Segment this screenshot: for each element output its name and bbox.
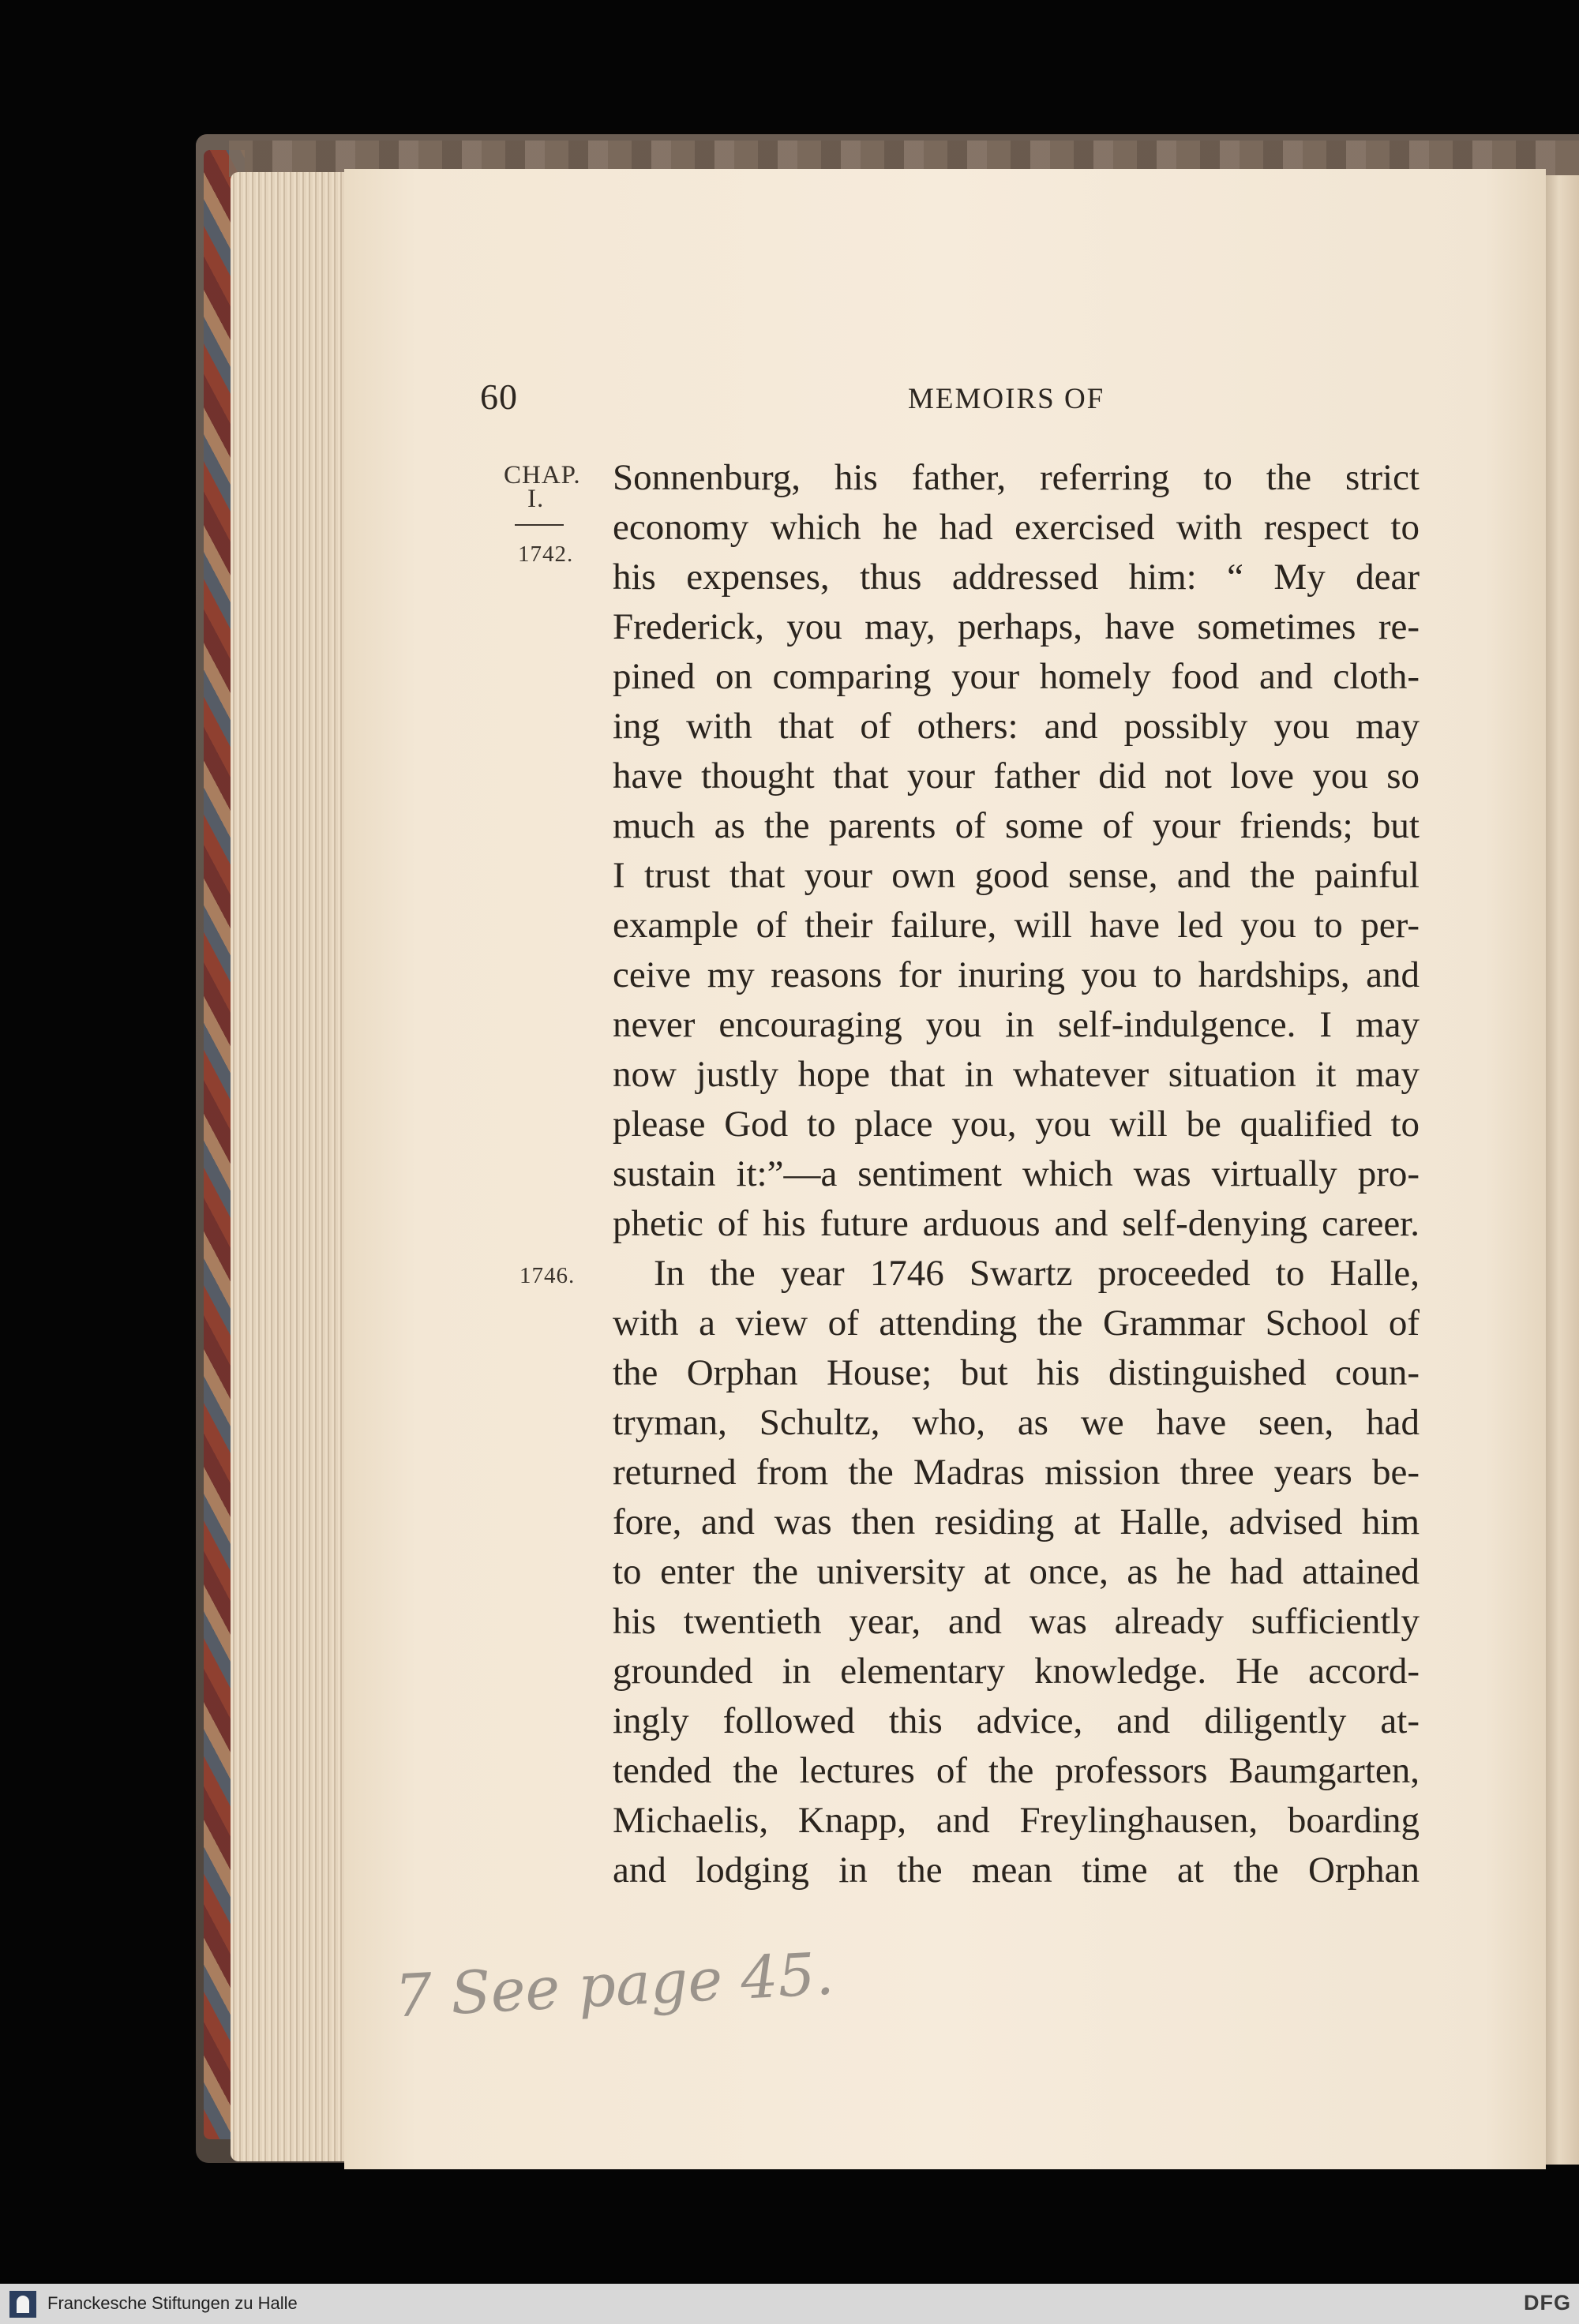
margin-year-1742: 1742. <box>518 542 574 567</box>
page-leaves-stack <box>231 172 347 2161</box>
handwritten-annotation: 7 See page 45. <box>393 1940 836 2031</box>
text-line: ceive my reasons for inuring you to hardships, and <box>613 954 1420 995</box>
text-line: have thought that your father did not love you so <box>613 755 1420 797</box>
paragraph-start-line: In the year 1746 Swartz proceeded to Halle, <box>654 1253 1420 1294</box>
text-line: Sonnenburg, his father, referring to the strict <box>613 457 1420 498</box>
text-line: ing with that of others: and possibly you may <box>613 706 1420 747</box>
page-number: 60 <box>480 377 518 417</box>
text-line: the Orphan House; but his distinguished coun- <box>613 1352 1420 1393</box>
text-line: I trust that your own good sense, and the painful <box>613 855 1420 896</box>
text-line: example of their failure, will have led you to per- <box>613 905 1420 946</box>
institution-logo-icon <box>9 2291 36 2318</box>
text-line: phetic of his future arduous and self-denying career. <box>613 1203 1420 1244</box>
text-line: Michaelis, Knapp, and Freylinghausen, boarding <box>613 1800 1420 1841</box>
chapter-number: I. <box>527 485 545 513</box>
dfg-logo: DFG <box>1524 2291 1571 2315</box>
text-line: much as the parents of some of your friends; but <box>613 805 1420 846</box>
text-line: tryman, Schultz, who, as we have seen, had <box>613 1402 1420 1443</box>
text-line: his expenses, thus addressed him: “ My dear <box>613 557 1420 598</box>
text-line: returned from the Madras mission three years be- <box>613 1452 1420 1493</box>
chapter-rule <box>515 524 564 526</box>
body-text <box>613 453 1420 1895</box>
text-line: his twentieth year, and was already sufficiently <box>613 1601 1420 1642</box>
text-line: pined on comparing your homely food and cloth- <box>613 656 1420 697</box>
text-line: Frederick, you may, perhaps, have sometimes re- <box>613 606 1420 647</box>
text-line: ingly followed this advice, and diligently at- <box>613 1700 1420 1741</box>
text-line: economy which he had exercised with respect to <box>613 507 1420 548</box>
running-title: MEMOIRS OF <box>908 383 1105 415</box>
text-line: to enter the university at once, as he had attained <box>613 1551 1420 1592</box>
text-line: please God to place you, you will be qualified to <box>613 1104 1420 1145</box>
text-line: sustain it:”—a sentiment which was virtually pro- <box>613 1153 1420 1194</box>
facing-page-edge <box>1546 175 1579 2165</box>
text-line: with a view of attending the Grammar School of <box>613 1303 1420 1344</box>
text-line: never encouraging you in self-indulgence. I may <box>613 1004 1420 1045</box>
chapter-label: CHAP. <box>504 461 581 489</box>
text-line: fore, and was then residing at Halle, advised him <box>613 1501 1420 1542</box>
text-line: now justly hope that in whatever situation it may <box>613 1054 1420 1095</box>
institution-name: Franckesche Stiftungen zu Halle <box>47 2293 298 2313</box>
margin-year-1746: 1746. <box>519 1263 576 1288</box>
text-line: and lodging in the mean time at the Orphan <box>613 1850 1420 1891</box>
text-line: tended the lectures of the professors Baumgarten, <box>613 1750 1420 1791</box>
text-line: grounded in elementary knowledge. He accord- <box>613 1651 1420 1692</box>
